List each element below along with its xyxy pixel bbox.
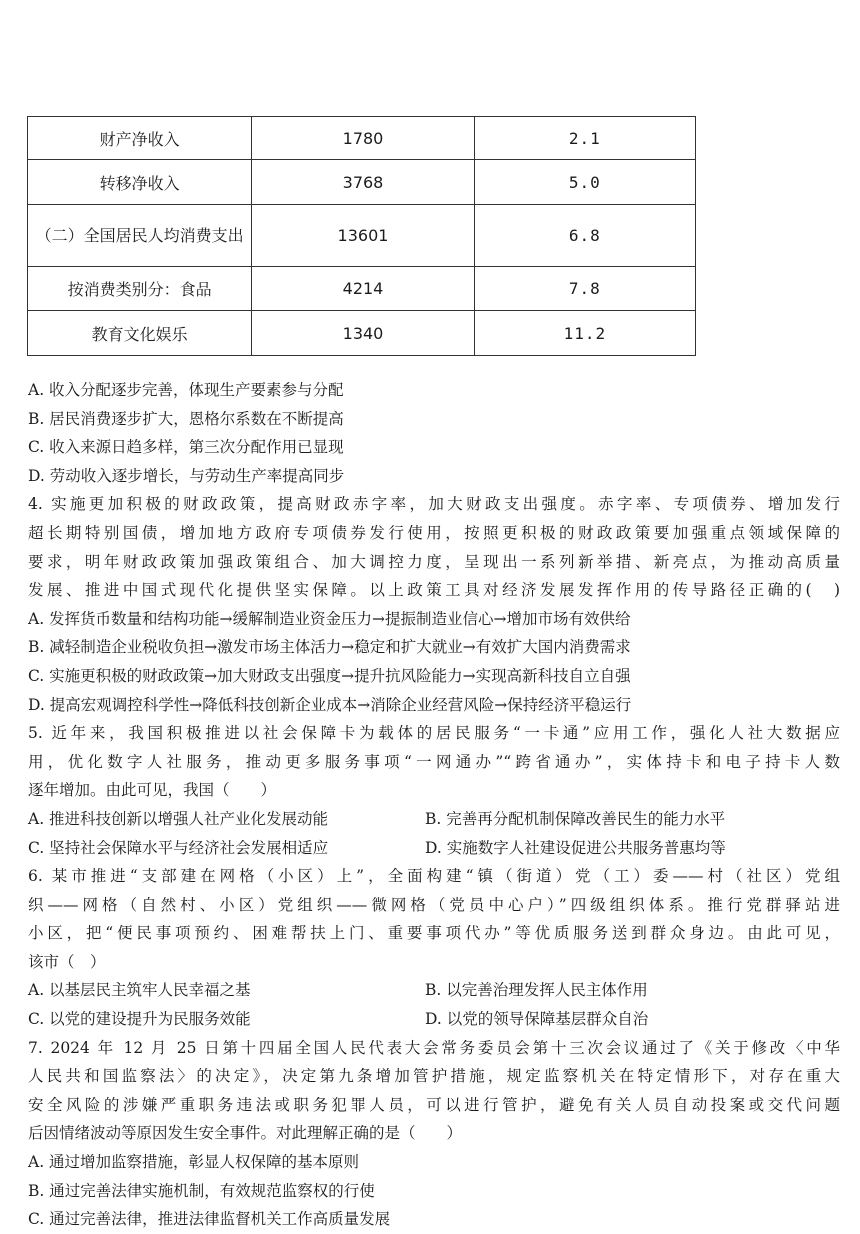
table-row — [28, 117, 696, 160]
option-a: A. 通过增加监察措施，彰显人权保障的基本原则 — [28, 1153, 360, 1172]
q4-stem-line: 4. 实施更加积极的财政政策，提高财政赤字率，加大财政支出强度。赤字率、专项债券、增加发行 — [28, 495, 841, 514]
question-4 — [28, 490, 840, 719]
table-cell: 1780 — [252, 117, 474, 160]
q4-stem-line: 要求，明年财政政策加强政策组合、加大调控力度，呈现出一系列新举措、新亮点，为推动高质量 — [28, 552, 840, 571]
option-d: D. 劳动收入逐步增长，与劳动生产率提高同步 — [28, 466, 345, 485]
q4-stem-line: 发展、推进中国式现代化提供坚实保障。以上政策工具对经济发展发挥作用的传导路径正确的( ) — [28, 581, 840, 600]
option-c: C. 以党的建设提升为民服务效能 — [28, 1010, 251, 1029]
table-cell: 7.8 — [474, 267, 695, 311]
table-cell: 转移净收入 — [28, 160, 252, 205]
table-cell: 11.2 — [474, 311, 695, 356]
option-c: C. 坚持社会保障水平与经济社会发展相适应 — [28, 838, 329, 857]
option-a: A. 收入分配逐步完善，体现生产要素参与分配 — [28, 381, 344, 399]
table-cell: 教育文化娱乐 — [28, 311, 252, 356]
question-content — [28, 376, 840, 1234]
table-cell: 1340 — [252, 311, 474, 356]
table-cell: （二）全国居民人均消费支出 — [28, 205, 252, 267]
question-7 — [28, 1034, 840, 1234]
q7-stem-line: 7. 2024 年 12 月 25 日第十四届全国人民代表大会常务委员会第十三次会议通过了《关于修改〈中华 — [28, 1038, 840, 1057]
table-cell: 5.0 — [474, 160, 695, 205]
question-5 — [28, 719, 840, 862]
options-row — [28, 976, 840, 1005]
table-cell: 财产净收入 — [28, 117, 252, 160]
table-cell: 2.1 — [474, 117, 695, 160]
option-c: C. 实施更积极的财政政策→加大财政支出强度→提升抗风险能力→实现高新科技自立自强 — [28, 666, 631, 685]
option-a: A. 发挥货币数量和结构功能→缓解制造业资金压力→提振制造业信心→增加市场有效供给 — [28, 609, 631, 628]
q7-stem-line: 安全风险的涉嫌严重职务违法或职务犯罪人员，可以进行管护，避免有关人员自动投案或交代问题 — [28, 1095, 840, 1114]
q5-stem-line: 逐年增加。由此可见，我国（ ） — [28, 781, 277, 800]
q5-stem-line: 用，优化数字人社服务，推动更多服务事项“一网通办”“跨省通办”，实体持卡和电子持卡人数 — [28, 752, 840, 771]
option-c: C. 收入来源日趋多样，第三次分配作用已显现 — [28, 438, 344, 457]
q6-stem-line: 6. 某市推进“支部建在网格（小区）上”，全面构建“镇（街道）党（工）委——村（社区）党组 — [28, 867, 840, 886]
options-row — [28, 1005, 840, 1034]
table-cell: 3768 — [252, 160, 474, 205]
option-b: B. 减轻制造企业税收负担→激发市场主体活力→稳定和扩大就业→有效扩大国内消费需求 — [28, 638, 631, 657]
option-d: D. 实施数字人社建设促进公共服务普惠均等 — [425, 838, 726, 857]
table-row — [28, 160, 696, 205]
q6-stem-line: 织——网格（自然村、小区）党组织——微网格（党员中心户）”四级组织体系。推行党群驿站进 — [28, 895, 840, 914]
q6-stem-line: 该市（ ） — [28, 952, 106, 971]
option-b: B. 完善再分配机制保障改善民生的能力水平 — [425, 809, 726, 828]
option-a: A. 推进科技创新以增强人社产业化发展动能 — [28, 809, 329, 828]
q7-stem-line: 后因情绪波动等原因发生安全事件。对此理解正确的是（ ） — [28, 1124, 463, 1143]
table-cell: 13601 — [252, 205, 474, 267]
option-b: B. 以完善治理发挥人民主体作用 — [425, 981, 648, 1000]
question-6 — [28, 862, 840, 1034]
option-b: B. 通过完善法律实施机制，有效规范监察权的行使 — [28, 1181, 375, 1200]
income-consumption-table — [27, 116, 696, 356]
table-row — [28, 311, 696, 356]
option-d: D. 提高宏观调控科学性→降低科技创新企业成本→消除企业经营风险→保持经济平稳运行 — [28, 695, 632, 714]
option-c: C. 通过完善法律，推进法律监督机关工作高质量发展 — [28, 1210, 391, 1229]
q5-stem-line: 5. 近年来，我国积极推进以社会保障卡为载体的居民服务“一卡通”应用工作，强化人社大数据应 — [28, 724, 840, 743]
q7-stem-line: 人民共和国监察法〉的决定》，决定第九条增加管护措施，规定监察机关在特定情形下，对存在重大 — [28, 1067, 840, 1086]
option-b: B. 居民消费逐步扩大，恩格尔系数在不断提高 — [28, 409, 344, 428]
options-row — [28, 805, 840, 834]
option-d: D. 以党的领导保障基层群众自治 — [425, 1010, 649, 1029]
table-row — [28, 205, 696, 267]
table-cell: 6.8 — [474, 205, 695, 267]
option-a: A. 以基层民主筑牢人民幸福之基 — [28, 981, 251, 1000]
table-row — [28, 267, 696, 311]
table-cell: 4214 — [252, 267, 474, 311]
options-row — [28, 834, 840, 863]
q3-options — [28, 376, 840, 490]
q4-stem-line: 超长期特别国债，增加地方政府专项债券发行使用，按照更积极的财政政策要加强重点领域保障的 — [28, 523, 840, 542]
q6-stem-line: 小区，把“便民事项预约、困难帮扶上门、重要事项代办”等优质服务送到群众身边。由此可见， — [28, 924, 840, 943]
table-cell: 按消费类别分：食品 — [28, 267, 252, 311]
